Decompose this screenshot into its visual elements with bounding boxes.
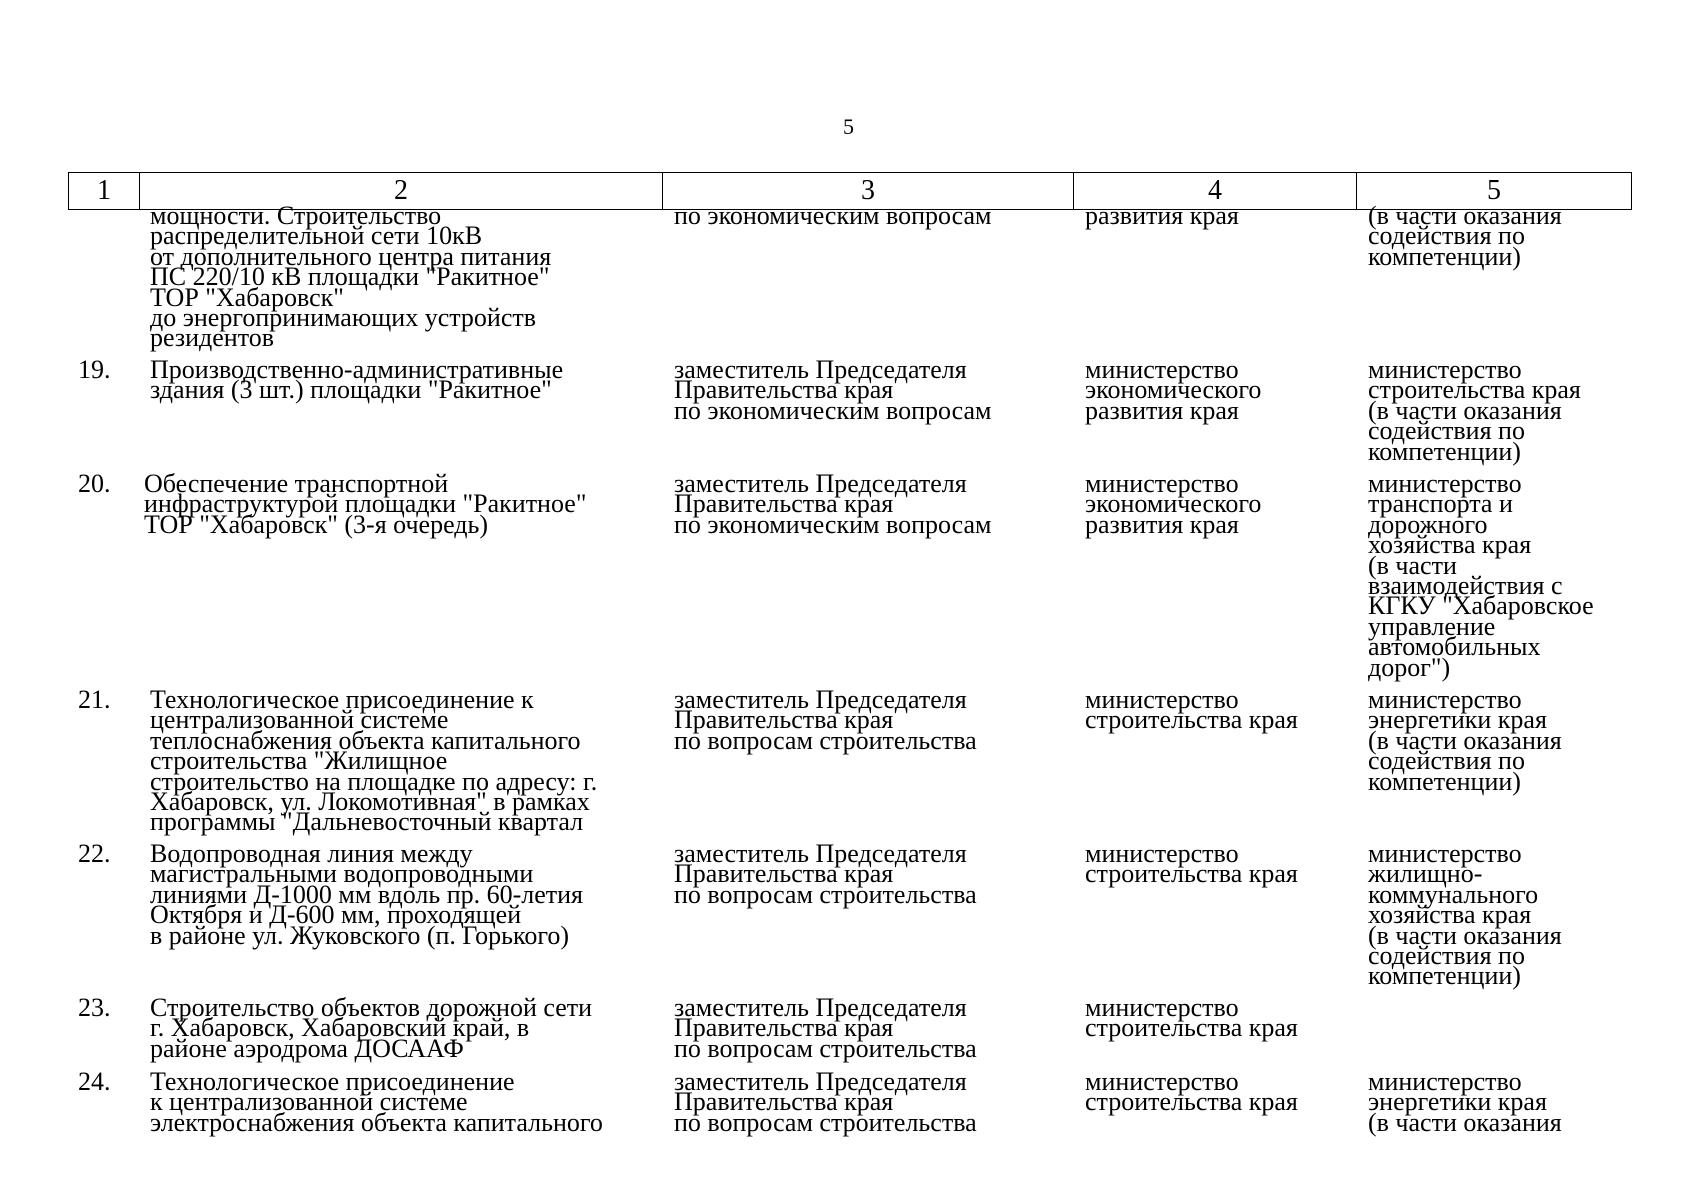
row-number: 23. — [78, 993, 111, 1022]
responsible-executor: министерство строительства края — [1085, 685, 1298, 735]
co-executor: министерство строительства края (в части оказания содействия по компетенции) — [1368, 355, 1581, 466]
object-name: Производственно-административные здания (3 шт.) площадки "Ракитное" — [150, 355, 564, 405]
object-name: мощности. Строительство распределительной сети 10кВ от дополнительного центра питания ПС 220/10 кВ площадки "Ракитное" ТОР "Хабаровск" до энергопринимающих устройств резидентов — [150, 201, 552, 353]
responsible-executor: министерство строительства края — [1085, 993, 1298, 1043]
responsible-executor: министерство экономического развития края — [1085, 469, 1262, 539]
responsible-official: по экономическим вопросам — [674, 201, 992, 230]
object-name: Водопроводная линия между магистральными водопроводными линиями Д-1000 мм вдоль пр. 60-летия Октября и Д-600 мм, проходящей в районе ул. Жуковского (п. Горького) — [150, 839, 584, 950]
responsible-official: заместитель Председателя Правительства края по экономическим вопросам — [674, 355, 992, 425]
responsible-executor: министерство строительства края — [1085, 1067, 1298, 1117]
column-header-2: 2 — [140, 173, 663, 210]
column-header-3: 3 — [663, 173, 1074, 210]
responsible-official: заместитель Председателя Правительства края по вопросам строительства — [674, 685, 977, 755]
responsible-executor: развития края — [1085, 201, 1239, 230]
co-executor: министерство жилищно- коммунального хозяйства края (в части оказания содействия по компетенции) — [1368, 839, 1562, 991]
responsible-executor: министерство экономического развития края — [1085, 355, 1262, 425]
object-name: Технологическое присоединение к централизованной системе электроснабжения объекта капитального — [150, 1067, 603, 1137]
row-number: 24. — [78, 1067, 111, 1096]
object-name: Обеспечение транспортной инфраструктурой площадки "Ракитное" ТОР "Хабаровск" (3-я очередь) — [144, 469, 587, 539]
co-executor: министерство энергетики края (в части оказания — [1368, 1067, 1562, 1137]
responsible-official: заместитель Председателя Правительства края по экономическим вопросам — [674, 469, 992, 539]
object-name: Технологическое присоединение к централизованной системе теплоснабжения объекта капитального строительства "Жилищное строительство на площадке по адресу: г. Хабаровск, ул. Локомотивная" в рамках программы "Дальневосточный квартал — [150, 685, 598, 837]
co-executor: (в части оказания содействия по компетенции) — [1368, 201, 1562, 271]
column-header-4: 4 — [1074, 173, 1357, 210]
row-number: 21. — [78, 685, 111, 714]
page-number: 5 — [843, 114, 854, 139]
responsible-official: заместитель Председателя Правительства края по вопросам строительства — [674, 993, 977, 1063]
responsible-executor: министерство строительства края — [1085, 839, 1298, 889]
object-name: Строительство объектов дорожной сети г. Хабаровск, Хабаровский край, в районе аэродрома ДОСААФ — [150, 993, 593, 1063]
co-executor: министерство энергетики края (в части оказания содействия по компетенции) — [1368, 685, 1562, 796]
row-number: 19. — [78, 355, 111, 384]
responsible-official: заместитель Председателя Правительства края по вопросам строительства — [674, 839, 977, 909]
column-header-5: 5 — [1357, 173, 1632, 210]
co-executor: министерство транспорта и дорожного хозяйства края (в части взаимодействия с КГКУ "Хабаровское управление автомобильных дорог") — [1368, 469, 1594, 682]
column-header-1: 1 — [69, 173, 140, 210]
row-number: 22. — [78, 839, 111, 868]
responsible-official: заместитель Председателя Правительства края по вопросам строительства — [674, 1067, 977, 1137]
row-number: 20. — [78, 469, 111, 498]
